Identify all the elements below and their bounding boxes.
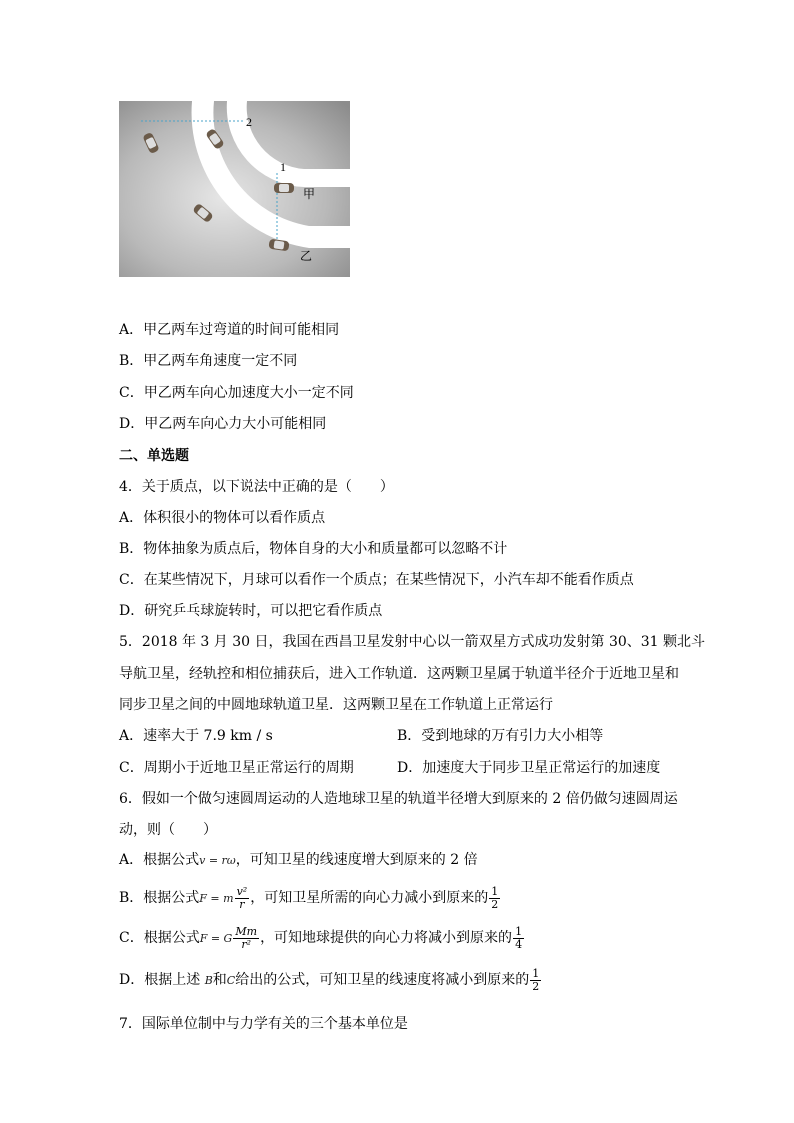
section-title: 二、单选题 [119, 448, 189, 464]
q5-option-a: A．速率大于 7.9 km / s [119, 728, 273, 744]
label-2: 2 [246, 115, 252, 129]
q6-c-frac2-den: 4 [515, 937, 523, 951]
curved-road-figure [119, 101, 350, 277]
q6-stem-line2: 动，则（ ） [119, 822, 217, 838]
q6-option-d [119, 966, 542, 995]
label-yi: 乙 [300, 249, 313, 263]
label-1: 1 [280, 160, 286, 174]
q6-b-frac-num: v² [236, 884, 248, 898]
q4-option-b: B．物体抽象为质点后，物体自身的大小和质量都可以忽略不计 [119, 541, 508, 557]
q6-option-a [119, 850, 478, 871]
q6-b-fraction [235, 886, 250, 911]
q6-b-frac-den: r [239, 897, 245, 911]
q6-d-frac-den: 2 [532, 979, 540, 993]
q4-option-c: C．在某些情况下，月球可以看作一个质点；在某些情况下，小汽车却不能看作质点 [119, 572, 634, 588]
q5-stem-line2: 导航卫星，经轨控和相位捕获后，进入工作轨道．这两颗卫星属于轨道半径介于近地卫星和 [119, 666, 679, 682]
q6-b-pre: B．根据公式 [119, 890, 200, 906]
q6-c-post: ，可知地球提供的向心力将减小到原来的 [260, 930, 513, 946]
q6-d-pre: D．根据上述 [119, 972, 201, 988]
q3-option-a: A．甲乙两车过弯道的时间可能相同 [119, 322, 340, 338]
q6-d-post: 给出的公式，可知卫星的线速度将减小到原来的 [235, 972, 530, 988]
q4-stem: 4．关于质点，以下说法中正确的是（ ） [119, 479, 394, 495]
q6-stem-line1: 6．假如一个做匀速圆周运动的人造地球卫星的轨道半径增大到原来的 2 倍仍做匀速圆周运 [119, 791, 678, 807]
q5-stem-line1: 5．2018 年 3 月 30 日，我国在西昌卫星发射中心以一箭双星方式成功发射第 30、31 颗北斗 [119, 634, 706, 650]
q5-option-b: B．受到地球的万有引力大小相等 [397, 728, 604, 744]
q6-d-fraction [530, 968, 541, 993]
q6-c-fraction [233, 926, 259, 951]
q4-option-a: A．体积很小的物体可以看作质点 [119, 510, 326, 526]
q6-d-b: B [204, 974, 213, 987]
q6-d-frac-num: 1 [532, 966, 540, 980]
q6-a-formula: v = rω [199, 854, 236, 867]
label-jia: 甲 [303, 187, 316, 201]
q6-option-b [119, 884, 501, 913]
q3-option-b: B．甲乙两车角速度一定不同 [119, 353, 298, 369]
q5-option-c: C．周期小于近地卫星正常运行的周期 [119, 760, 354, 776]
q6-option-c [119, 924, 525, 953]
q6-c-frac-den: r² [241, 937, 252, 951]
car-jia [274, 183, 294, 193]
q6-c-fraction2 [513, 926, 524, 951]
q6-b-post: ，可知卫星所需的向心力减小到原来的 [250, 890, 489, 906]
q7-stem: 7．国际单位制中与力学有关的三个基本单位是 [119, 1016, 408, 1032]
q4-option-d: D．研究乒乓球旋转时，可以把它看作质点 [119, 603, 383, 619]
q6-c-frac2-num: 1 [515, 924, 523, 938]
q6-b-formula-lhs: F = m [199, 892, 234, 905]
q6-c-frac-num: Mm [235, 924, 258, 938]
q3-option-d: D．甲乙两车向心力大小可能相同 [119, 416, 327, 432]
q6-b-frac2-num: 1 [491, 884, 499, 898]
q6-b-fraction2 [489, 886, 500, 911]
q5-stem-line3: 同步卫星之间的中圆地球轨道卫星．这两颗卫星在工作轨道上正常运行 [119, 697, 553, 713]
q6-d-c: C [226, 974, 236, 987]
q6-c-formula-lhs: F = G [199, 932, 233, 945]
q6-d-and: 和 [212, 972, 227, 988]
q5-option-d: D．加速度大于同步卫星正常运行的加速度 [397, 760, 661, 776]
q6-b-frac2-den: 2 [491, 897, 499, 911]
q6-a-post: ，可知卫星的线速度增大到原来的 2 倍 [235, 852, 478, 868]
q3-option-c: C．甲乙两车向心加速度大小一定不同 [119, 385, 354, 401]
q6-c-pre: C．根据公式 [119, 930, 200, 946]
q6-a-pre: A．根据公式 [119, 852, 200, 868]
